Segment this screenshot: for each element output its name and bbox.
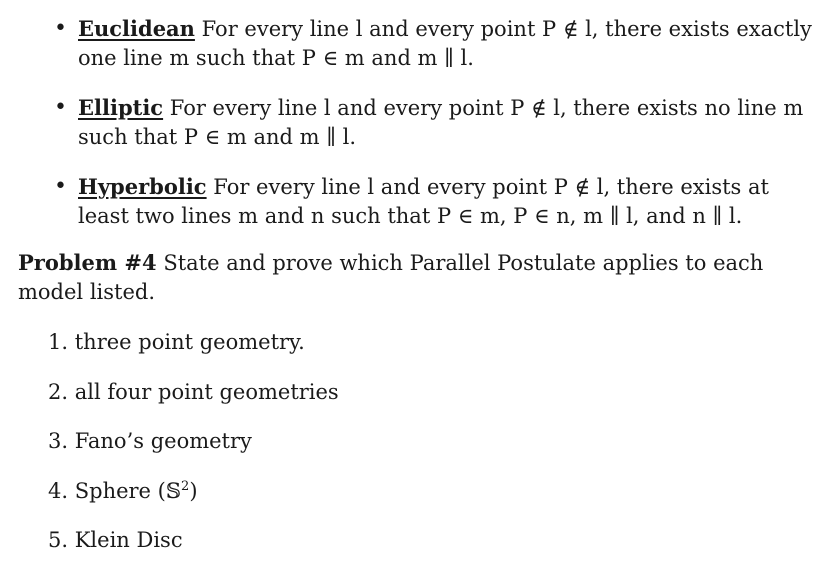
postulate-body (78, 172, 818, 231)
model-suffix: ) (189, 479, 198, 503)
model-item (48, 477, 198, 506)
model-text: all four point geometries (74, 380, 339, 404)
postulate-term: Euclidean (78, 16, 195, 41)
model-item (48, 427, 252, 456)
problem-text: State and prove which Parallel Postulate applies to each model listed. (18, 251, 764, 304)
postulate-text: For every line l and every point P ∉ l, there exists no line m such that P ∈ m and m ∥ l. (78, 96, 804, 149)
model-text: Fano’s geometry (74, 429, 252, 453)
model-number: 2. (48, 380, 69, 404)
bullet-icon: • (54, 16, 67, 41)
model-number: 1. (48, 330, 69, 354)
bullet-icon: • (54, 174, 67, 199)
model-number: 5. (48, 528, 69, 552)
problem-label: Problem #4 (18, 250, 157, 275)
postulate-term: Hyperbolic (78, 174, 207, 199)
model-item (48, 378, 339, 407)
postulate-body (78, 93, 818, 152)
model-text: Klein Disc (74, 528, 183, 552)
model-superscript: 2 (181, 479, 190, 494)
problem-statement (18, 248, 818, 307)
postulate-term: Elliptic (78, 95, 164, 120)
model-item (48, 328, 305, 357)
model-number: 4. (48, 479, 69, 503)
postulate-body (78, 14, 818, 73)
model-text: three point geometry. (74, 330, 305, 354)
postulate-text: For every line l and every point P ∉ l, there exists at least two lines m and n such that P ∈ m, P ∈ n, m ∥ l, and n ∥ l. (78, 175, 769, 228)
model-text: Sphere (𝕊 (74, 479, 182, 503)
bullet-icon: • (54, 95, 67, 120)
postulate-text: For every line l and every point P ∉ l, there exists exactly one line m such that P ∈ m and m ∥ l. (78, 17, 812, 70)
model-item (48, 526, 183, 555)
model-number: 3. (48, 429, 69, 453)
